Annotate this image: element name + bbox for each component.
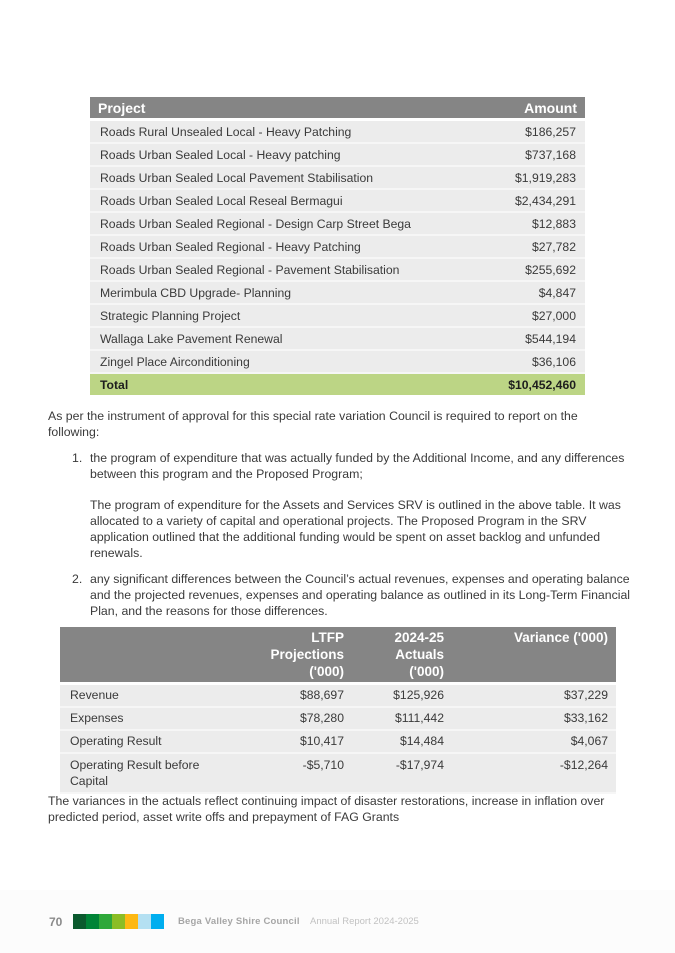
table-header-row [90, 97, 585, 120]
row-label: Revenue [60, 684, 230, 708]
project-name: Roads Urban Sealed Local Pavement Stabilisation [90, 166, 482, 189]
project-name: Roads Urban Sealed Local - Heavy patching [90, 143, 482, 166]
color-swatch [151, 914, 164, 929]
variance-value: $4,067 [452, 730, 616, 753]
project-name: Strategic Planning Project [90, 304, 482, 327]
list-number: 2. [72, 572, 83, 586]
project-name: Merimbula CBD Upgrade- Planning [90, 281, 482, 304]
column-header-label [60, 627, 230, 684]
project-amount: $737,168 [482, 143, 585, 166]
list-item-text: the program of expenditure that was actually funded by the Additional Income, and any differences between this program and the Proposed Program; [90, 451, 625, 481]
variance-value: $33,162 [452, 707, 616, 730]
total-row [90, 373, 585, 395]
table-row [90, 189, 585, 212]
actuals-value: -$17,974 [352, 753, 452, 793]
organisation-name: Bega Valley Shire Council [178, 916, 300, 927]
ltfp-comparison-table [60, 627, 616, 794]
table-header-row [60, 627, 616, 684]
list-number: 1. [72, 451, 83, 465]
total-amount: $10,452,460 [482, 373, 585, 395]
list-item-explanation: The program of expenditure for the Assets and Services SRV is outlined in the above table. It was allocated to a variety of capital and operational projects. The Proposed Program in the SRV application outlined that the additional funding would be spent on asset backlog and unfunded renewals. [90, 498, 621, 560]
list-item [72, 571, 632, 619]
ltfp-value: -$5,710 [230, 753, 352, 793]
table-row [90, 304, 585, 327]
project-name: Roads Urban Sealed Regional - Pavement Stabilisation [90, 258, 482, 281]
intro-paragraph: As per the instrument of approval for this special rate variation Council is required to report on the following: [48, 409, 578, 439]
project-amount: $36,106 [482, 350, 585, 373]
project-name: Zingel Place Airconditioning [90, 350, 482, 373]
table-row [90, 120, 585, 144]
table-row [60, 684, 616, 708]
table-row [60, 730, 616, 753]
report-title: Annual Report 2024-2025 [310, 916, 419, 927]
column-header-ltfp: LTFP Projections ('000) [230, 627, 352, 684]
total-label: Total [90, 373, 482, 395]
table-row [90, 212, 585, 235]
list-item [72, 450, 632, 482]
table-row [90, 143, 585, 166]
actuals-value: $125,926 [352, 684, 452, 708]
color-swatch [138, 914, 151, 929]
table-row [60, 707, 616, 730]
project-amount: $27,782 [482, 235, 585, 258]
row-label: Operating Result before Capital [60, 753, 230, 793]
project-amount: $12,883 [482, 212, 585, 235]
ltfp-value: $78,280 [230, 707, 352, 730]
project-amount: $27,000 [482, 304, 585, 327]
column-header-actuals: 2024-25 Actuals ('000) [352, 627, 452, 684]
variance-value: $37,229 [452, 684, 616, 708]
ltfp-value: $88,697 [230, 684, 352, 708]
table-row [90, 235, 585, 258]
actuals-value: $111,442 [352, 707, 452, 730]
project-amount: $255,692 [482, 258, 585, 281]
project-amount: $2,434,291 [482, 189, 585, 212]
color-swatch [125, 914, 138, 929]
column-header-amount: Amount [482, 97, 585, 120]
variance-explanation: The variances in the actuals reflect continuing impact of disaster restorations, increase in inflation over predicted period, asset write offs and prepayment of FAG Grants [48, 794, 605, 824]
project-name: Roads Rural Unsealed Local - Heavy Patching [90, 120, 482, 144]
project-name: Roads Urban Sealed Regional - Heavy Patching [90, 235, 482, 258]
project-amount: $1,919,283 [482, 166, 585, 189]
column-header-variance: Variance ('000) [452, 627, 616, 684]
color-swatch [99, 914, 112, 929]
color-swatch [86, 914, 99, 929]
project-amount: $186,257 [482, 120, 585, 144]
column-header-project: Project [90, 97, 482, 120]
table-row [90, 350, 585, 373]
actuals-value: $14,484 [352, 730, 452, 753]
variance-value: -$12,264 [452, 753, 616, 793]
table-row [90, 281, 585, 304]
table-row [90, 166, 585, 189]
project-name: Roads Urban Sealed Local Reseal Bermagui [90, 189, 482, 212]
brand-color-bar [73, 914, 164, 929]
project-name: Wallaga Lake Pavement Renewal [90, 327, 482, 350]
table-row [60, 753, 616, 793]
row-label: Expenses [60, 707, 230, 730]
table-row [90, 327, 585, 350]
project-amount: $544,194 [482, 327, 585, 350]
ltfp-value: $10,417 [230, 730, 352, 753]
table-row [90, 258, 585, 281]
list-item-text: any significant differences between the Council’s actual revenues, expenses and operating balance and the projected revenues, expenses and operating balance as outlined in its Long-Term Financial Plan, and the reasons for those differences. [90, 572, 631, 618]
srv-project-table [90, 97, 585, 395]
row-label: Operating Result [60, 730, 230, 753]
color-swatch [112, 914, 125, 929]
color-swatch [73, 914, 86, 929]
page-number: 70 [49, 915, 63, 929]
project-name: Roads Urban Sealed Regional - Design Carp Street Bega [90, 212, 482, 235]
project-amount: $4,847 [482, 281, 585, 304]
